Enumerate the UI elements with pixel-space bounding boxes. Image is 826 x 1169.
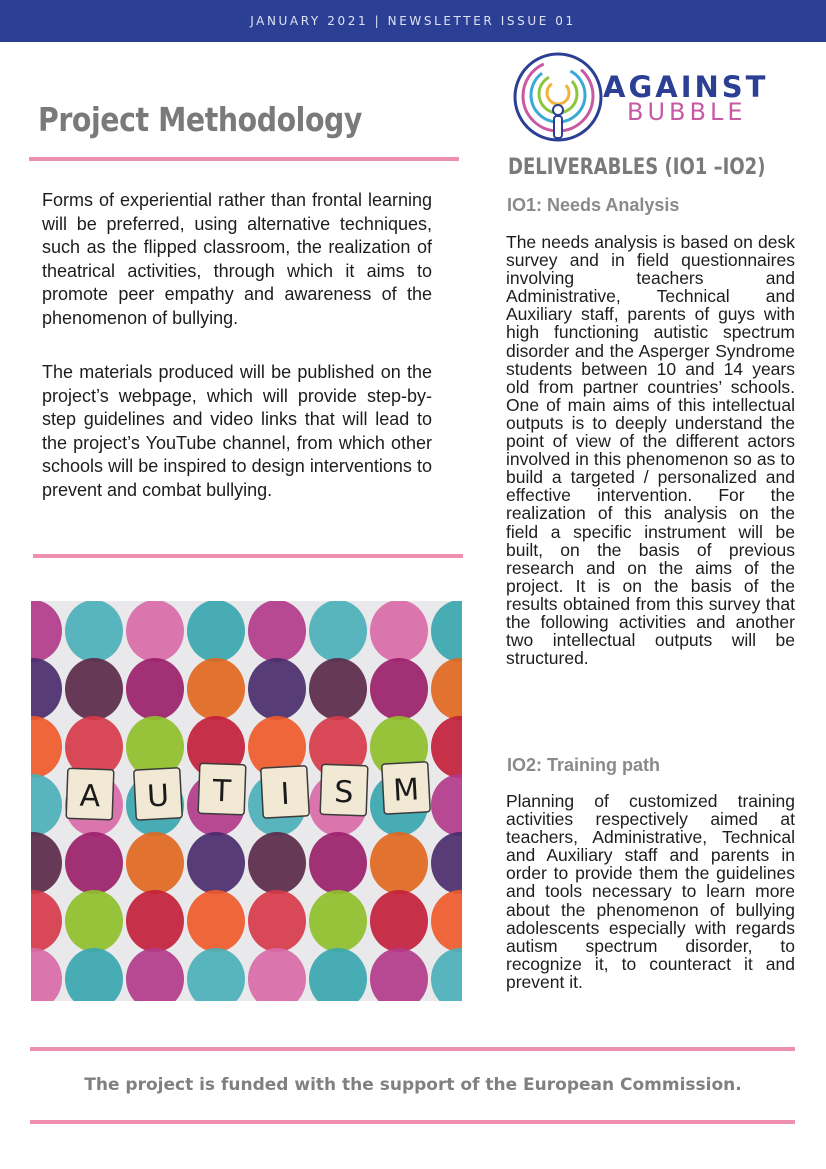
- photo-dot: [187, 601, 245, 662]
- photo-dot: [31, 948, 62, 1001]
- photo-dot: [248, 832, 306, 894]
- photo-dot: [31, 716, 62, 778]
- letter-tile: [66, 768, 114, 820]
- photo-dot: [309, 948, 367, 1001]
- photo-dot: [431, 774, 462, 836]
- io2-text: Planning of customized training activities respectively aimed at teachers, Administrative, Technical and Auxiliary staff and parents in order to provide them the guidelines and tools necessary to learn more about the phenomenon of bullying adolescents especially with regards autism spectrum disorder, to recognize it, to counteract it and prevent it.: [506, 791, 795, 992]
- letter-tile: [134, 768, 183, 820]
- letter-tile: [320, 764, 368, 816]
- photo-dot: [431, 716, 462, 778]
- funding-statement: The project is funded with the support of the European Commission.: [84, 1075, 742, 1095]
- photo-dot: [431, 658, 462, 720]
- photo-dot: [65, 948, 123, 1001]
- photo-dot: [370, 658, 428, 720]
- methodology-paragraph-2: The materials produced will be published on the project’s webpage, which will provide step-by-step guidelines and video links that will lead to the project’s YouTube channel, from which other schools will be inspired to design interventions to prevent and combat bullying.: [42, 362, 432, 500]
- photo-dot: [31, 601, 62, 662]
- newsletter-banner: [0, 0, 826, 42]
- page-title: Project Methodology: [38, 100, 362, 139]
- photo-dot: [187, 832, 245, 894]
- photo-dot: [431, 948, 462, 1001]
- divider-top: [29, 157, 459, 161]
- autism-tiles-photo: [31, 601, 462, 1001]
- photo-dot: [187, 658, 245, 720]
- divider-footer-bottom: [30, 1120, 795, 1124]
- io1-heading: IO1: Needs Analysis: [507, 195, 680, 215]
- svg-text:T: T: [212, 773, 232, 810]
- photo-dot: [31, 890, 62, 952]
- photo-dot: [65, 890, 123, 952]
- photo-dot: [126, 601, 184, 662]
- letter-tile: [198, 763, 246, 815]
- photo-dot: [65, 601, 123, 662]
- photo-dot: [248, 658, 306, 720]
- io1-text: The needs analysis is based on desk survey and in field questionnaires involving teachers and Administrative, Technical and Auxiliary staff, parents of guys with high functioning autistic spectrum disorder and the Asperger Syndrome students between 10 and 14 years old from partner countries’ schools. One of main aims of this intellectual outputs is to deeply understand the point of view of the different actors involved in this phenomenon so as to build a targeted / personalized and effective intervention. For the realization of this analysis on the field a specific instrument will be built, on the basis of previous research and on the aims of the project. It is on the basis of the results obtained from this survey that the following activities and another two intellectual outputs will be structured.: [506, 232, 795, 669]
- divider-footer-top: [30, 1047, 795, 1051]
- photo-dot: [370, 948, 428, 1001]
- logo-swirl-icon: [506, 50, 616, 146]
- photo-dot: [431, 832, 462, 894]
- banner-text: JANUARY 2021 | NEWSLETTER ISSUE 01: [250, 14, 576, 28]
- photo-dot: [126, 658, 184, 720]
- photo-dot: [309, 832, 367, 894]
- svg-text:I: I: [279, 776, 291, 813]
- letter-tile: [261, 766, 310, 818]
- photo-dot: [187, 890, 245, 952]
- photo-dot: [309, 658, 367, 720]
- photo-dot: [31, 832, 62, 894]
- photo-dot: [431, 601, 462, 662]
- svg-text:U: U: [146, 778, 171, 815]
- photo-dot: [248, 601, 306, 662]
- deliverables-title: DELIVERABLES (IO1 –IO2): [508, 155, 766, 180]
- svg-text:S: S: [333, 774, 355, 811]
- photo-dot: [31, 658, 62, 720]
- logo-word-bubble: BUBBLE: [627, 98, 747, 126]
- photo-dot: [126, 832, 184, 894]
- svg-text:A: A: [79, 778, 101, 815]
- photo-dot: [126, 890, 184, 952]
- photo-dot: [65, 658, 123, 720]
- methodology-paragraph-1: Forms of experiential rather than frontal learning will be preferred, using alternative techniques, such as the flipped classroom, the realization of theatrical activities, through which it aims to promote peer empathy and awareness of the phenomenon of bullying.: [42, 190, 432, 328]
- photo-dot: [370, 890, 428, 952]
- photo-dot: [248, 890, 306, 952]
- photo-dot: [126, 948, 184, 1001]
- io2-heading: IO2: Training path: [507, 755, 661, 775]
- photo-dot: [370, 832, 428, 894]
- photo-dot: [309, 890, 367, 952]
- photo-dot: [31, 774, 62, 836]
- logo-word-against: AGAINST: [603, 70, 769, 104]
- letter-tile: [382, 762, 431, 814]
- photo-dot: [309, 601, 367, 662]
- photo-dot: [65, 832, 123, 894]
- photo-dot: [248, 948, 306, 1001]
- svg-text:M: M: [392, 772, 420, 809]
- photo-dot: [187, 948, 245, 1001]
- photo-dot: [370, 601, 428, 662]
- photo-dot: [431, 890, 462, 952]
- divider-middle: [33, 554, 463, 558]
